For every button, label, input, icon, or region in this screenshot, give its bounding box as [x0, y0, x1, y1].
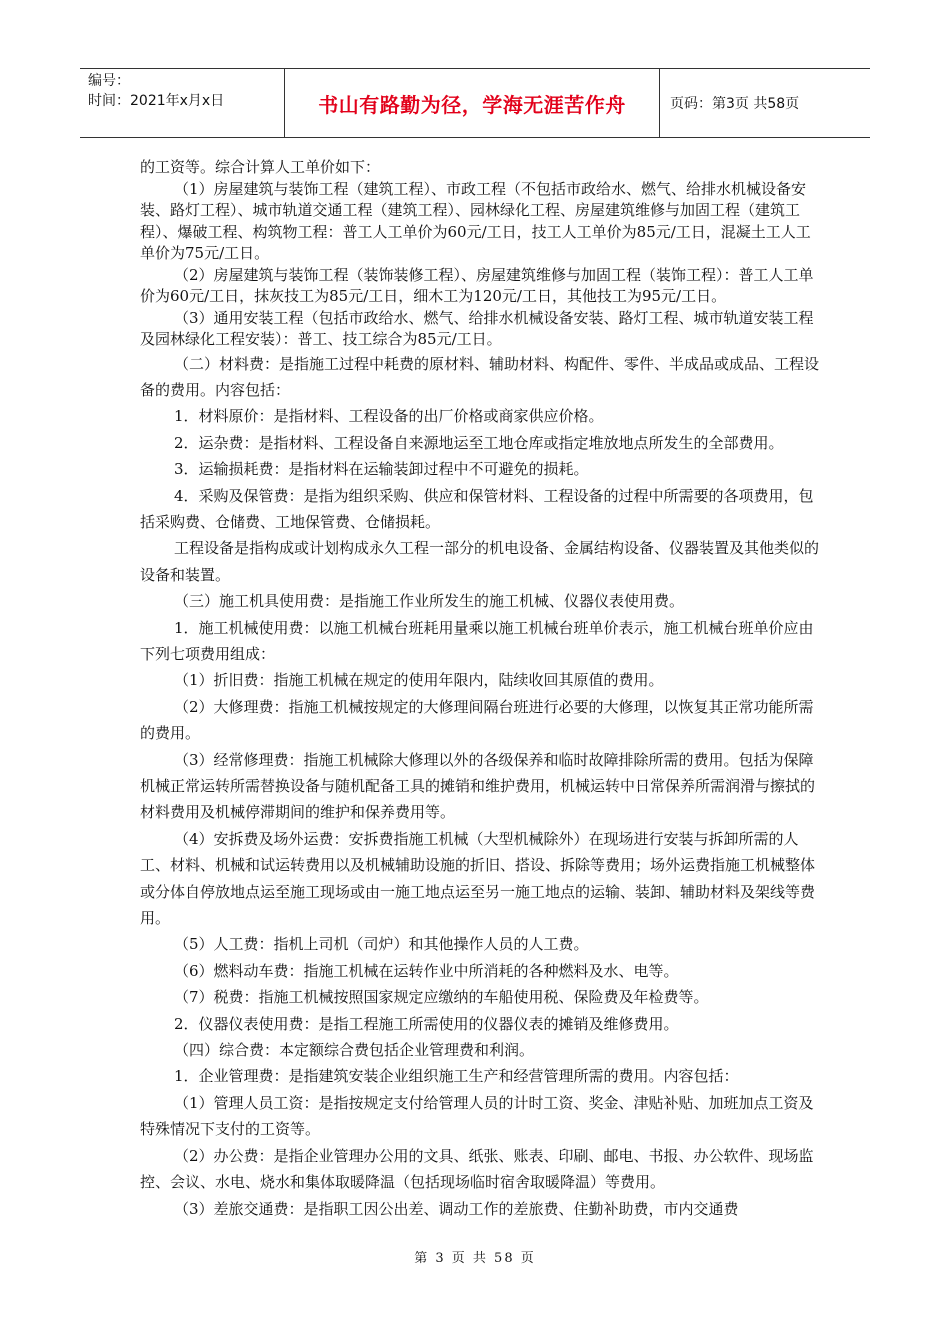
paragraph: （2）房屋建筑与装饰工程（装饰装修工程）、房屋建筑维修与加固工程（装饰工程）：普工人工单价为60元/工日，抹灰技工为85元/工日，细木工为120元/工日，其他技工为95元/工日。	[140, 265, 814, 305]
paragraph: （三）施工机具使用费：是指施工作业所发生的施工机械、仪器仪表使用费。	[174, 592, 685, 611]
paragraph: 工程设备是指构成或计划构成永久工程一部分的机电设备、金属结构设备、仪器装置及其他类似的设备和装置。	[140, 539, 820, 584]
document-time: 时间：2021年x月x日	[88, 93, 225, 109]
header-meta	[80, 69, 285, 137]
paragraph: （3）通用安装工程（包括市政给水、燃气、给排水机械设备安装、路灯工程、城市轨道安装工程及园林绿化工程安装）：普工、技工综合为85元/工日。	[140, 308, 814, 348]
paragraph: （7）税费：指施工机械按照国家规定应缴纳的车船使用税、保险费及年检费等。	[174, 988, 709, 1007]
header-motto: 书山有路勤为径，学海无涯苦作舟	[285, 69, 660, 137]
page-header	[80, 68, 870, 138]
paragraph: 1．材料原价：是指材料、工程设备的出厂价格或商家供应价格。	[174, 407, 604, 426]
paragraph: （2）大修理费：指施工机械按规定的大修理间隔台班进行必要的大修理，以恢复其正常功能所需的费用。	[140, 697, 814, 743]
paragraph: 1．施工机械使用费：以施工机械台班耗用量乘以施工机械台班单价表示，施工机械台班单价应由下列七项费用组成：	[140, 618, 814, 663]
document-number-label: 编号：	[88, 73, 130, 89]
document-body	[140, 157, 820, 1222]
paragraph: 2．运杂费：是指材料、工程设备自来源地运至工地仓库或指定堆放地点所发生的全部费用。	[174, 433, 784, 452]
paragraph: （1）房屋建筑与装饰工程（建筑工程）、市政工程（不包括市政给水、燃气、给排水机械设备安装、路灯工程）、城市轨道交通工程（建筑工程）、园林绿化工程、房屋建筑维修与加固工程（建筑工程）、爆破工程、构筑物工程：普工人工单价为60元/工日，技工人工单价为85元/工日，混凝土工人工单价为75元/工日。	[140, 179, 811, 262]
paragraph: （5）人工费：指机上司机（司炉）和其他操作人员的人工费。	[174, 935, 589, 954]
page-footer: 第 3 页 共 58 页	[414, 1251, 536, 1266]
paragraph: （6）燃料动车费：指施工机械在运转作业中所消耗的各种燃料及水、电等。	[174, 961, 679, 980]
paragraph: （3）差旅交通费：是指职工因公出差、调动工作的差旅费、住勤补助费，市内交通费	[174, 1199, 739, 1218]
paragraph: 的工资等。综合计算人工单价如下：	[140, 158, 381, 176]
paragraph: （1）折旧费：指施工机械在规定的使用年限内，陆续收回其原值的费用。	[174, 671, 664, 690]
paragraph: 1．企业管理费：是指建筑安装企业组织施工生产和经营管理所需的费用。内容包括：	[174, 1067, 739, 1086]
paragraph: （1）管理人员工资：是指按规定支付给管理人员的计时工资、奖金、津贴补贴、加班加点工资及特殊情况下支付的工资等。	[140, 1093, 814, 1139]
paragraph: （4）安拆费及场外运费：安拆费指施工机械（大型机械除外）在现场进行安装与拆卸所需的人工、材料、机械和试运转费用以及机械辅助设施的折旧、搭设、拆除等费用；场外运费指施工机械整体或分体自停放地点运至施工现场或由一施工地点运至另一施工地点的运输、装卸、辅助材料及架线等费用。	[140, 829, 816, 928]
paragraph: 4．采购及保管费：是指为组织采购、供应和保管材料、工程设备的过程中所需要的各项费用，包括采购费、仓储费、工地保管费、仓储损耗。	[140, 486, 814, 531]
paragraph: 3．运输损耗费：是指材料在运输装卸过程中不可避免的损耗。	[174, 460, 589, 479]
paragraph: （3）经常修理费：指施工机械除大修理以外的各级保养和临时故障排除所需的费用。包括为保障机械正常运转所需替换设备与随机配备工具的摊销和维护费用，机械运转中日常保养所需润滑与擦拭的材料费用及机械停滞期间的维护和保养费用等。	[140, 750, 816, 822]
header-page-info: 页码：第3页 共58页	[670, 96, 800, 112]
paragraph: （二）材料费：是指施工过程中耗费的原材料、辅助材料、构配件、零件、半成品或成品、工程设备的费用。内容包括：	[140, 354, 820, 399]
paragraph: 2．仪器仪表使用费：是指工程施工所需使用的仪器仪表的摊销及维修费用。	[174, 1014, 679, 1033]
paragraph: （2）办公费：是指企业管理办公用的文具、纸张、账表、印刷、邮电、书报、办公软件、现场监控、会议、水电、烧水和集体取暖降温（包括现场临时宿舍取暖降温）等费用。	[140, 1146, 814, 1192]
paragraph: （四）综合费：本定额综合费包括企业管理费和利润。	[174, 1041, 535, 1060]
